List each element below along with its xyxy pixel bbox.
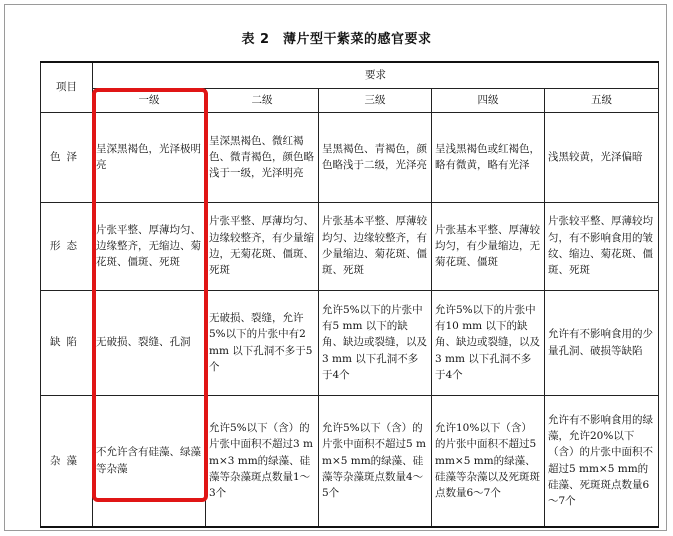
cell-color-grade-2: 呈深黑褐色、微红褐色、微青褐色，颜色略浅于一级，光泽明亮	[206, 112, 319, 202]
table-row	[41, 112, 659, 202]
header-item: 项目	[41, 62, 93, 112]
cell-algae-grade-5: 允许有不影响食用的绿藻，允许20%以下（含）的片张中面积不超过5 mm×5 mm的硅藻、死斑斑点数量6～7个	[545, 395, 659, 527]
cell-defects-grade-1: 无破损、裂缝、孔洞	[93, 290, 206, 395]
cell-algae-grade-1: 不允许含有硅藻、绿藻等杂藻	[93, 395, 206, 527]
cell-shape-grade-2: 片张平整、厚薄均匀、边缘较整齐，有少量缩边，无菊花斑、僵斑、死斑	[206, 202, 319, 290]
table-row	[41, 395, 659, 527]
row-label-color: 色泽	[41, 112, 93, 202]
header-grade-4: 四级	[432, 88, 545, 112]
cell-algae-grade-3: 允许5%以下（含）的片张中面积不超过5 mm×5 mm的绿藻、硅藻等杂藻斑点数量4～5个	[319, 395, 432, 527]
cell-defects-grade-5: 允许有不影响食用的少量孔洞、破损等缺陷	[545, 290, 659, 395]
cell-defects-grade-4: 允许5%以下的片张中有10 mm 以下的缺角、缺边或裂缝，以及3 mm 以下孔洞不多于4个	[432, 290, 545, 395]
table-title: 表 2 薄片型干紫菜的感官要求	[241, 32, 432, 47]
cell-algae-grade-2: 允许5%以下（含）的片张中面积不超过3 mm×3 mm的绿藻、硅藻等杂藻斑点数量1～3个	[206, 395, 319, 527]
cell-defects-grade-3: 允许5%以下的片张中有5 mm 以下的缺角、缺边或裂缝，以及3 mm 以下孔洞不多于4个	[319, 290, 432, 395]
header-grade-1: 一级	[93, 88, 206, 112]
header-grade-3: 三级	[319, 88, 432, 112]
row-label-shape: 形态	[41, 202, 93, 290]
table-row	[41, 202, 659, 290]
cell-color-grade-5: 浅黑较黄，光泽偏暗	[545, 112, 659, 202]
header-grade-2: 二级	[206, 88, 319, 112]
cell-color-grade-3: 呈黑褐色、青褐色，颜色略浅于二级，光泽亮	[319, 112, 432, 202]
cell-algae-grade-4: 允许10%以下（含）的片张中面积不超过5 mm×5 mm的绿藻、硅藻等杂藻以及死斑斑点数量6～7个	[432, 395, 545, 527]
cell-shape-grade-5: 片张较平整、厚薄较均匀，有不影响食用的皱纹、缩边、菊花斑、僵斑、死斑	[545, 202, 659, 290]
row-label-algae: 杂藻	[41, 395, 93, 527]
cell-color-grade-4: 呈浅黑褐色或红褐色，略有微黄，略有光泽	[432, 112, 545, 202]
cell-shape-grade-4: 片张基本平整、厚薄较均匀，有少量缩边，无菊花斑、僵斑	[432, 202, 545, 290]
table-row	[41, 290, 659, 395]
cell-color-grade-1: 呈深黑褐色，光泽极明亮	[93, 112, 206, 202]
cell-defects-grade-2: 无破损、裂缝，允许5%以下的片张中有2 mm 以下孔洞不多于5个	[206, 290, 319, 395]
cell-shape-grade-1: 片张平整、厚薄均匀、边缘整齐，无缩边、菊花斑、僵斑、死斑	[93, 202, 206, 290]
header-requirement: 要求	[93, 62, 659, 88]
row-label-defects: 缺陷	[41, 290, 93, 395]
cell-shape-grade-3: 片张基本平整、厚薄较均匀、边缘较整齐，有少量缩边、菊花斑、僵斑、死斑	[319, 202, 432, 290]
sensory-requirements-table	[40, 61, 659, 528]
header-grade-5: 五级	[545, 88, 659, 112]
